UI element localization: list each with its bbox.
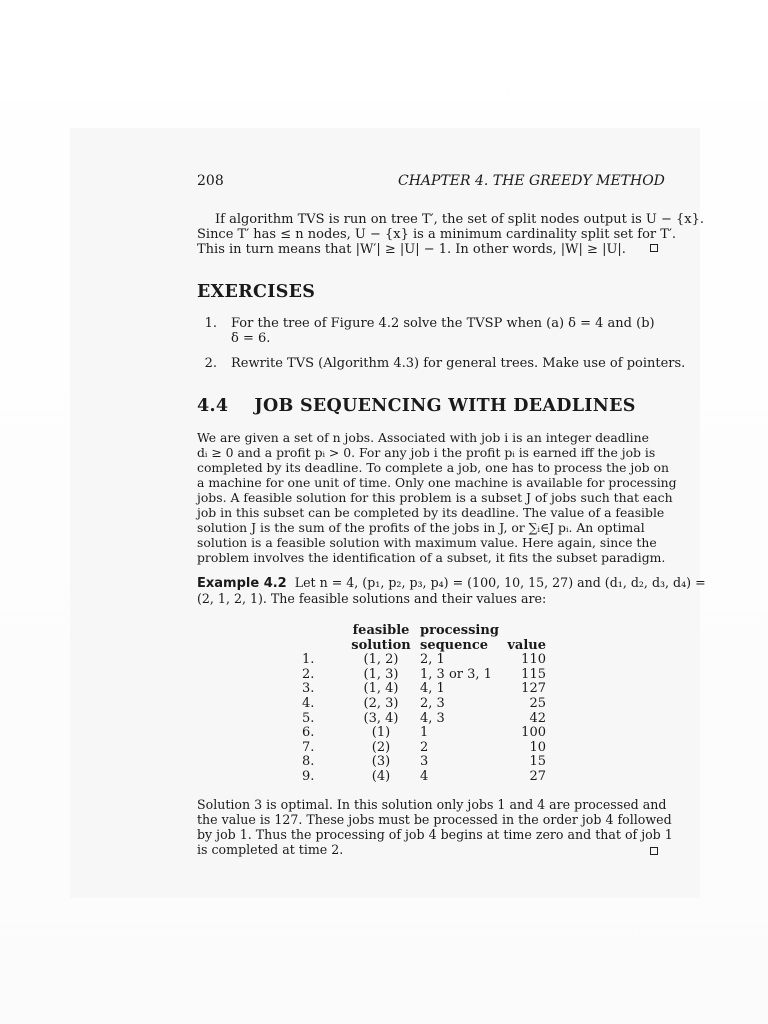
intro-paragraph: [197, 430, 677, 565]
qed-symbol: [650, 241, 658, 256]
row-index: 7.: [302, 739, 315, 755]
table-row: [302, 726, 546, 741]
processing-sequence: 2: [420, 739, 429, 755]
example-line: (2, 1, 2, 1). The feasible solutions and their values are:: [197, 591, 547, 606]
feasible-solution: (2): [371, 739, 391, 755]
table-header-row: [302, 639, 546, 654]
section-heading: [197, 396, 636, 416]
row-index: 8.: [302, 754, 315, 770]
processing-sequence: 1: [420, 725, 429, 741]
solution-value: 115: [521, 666, 546, 682]
intro-line: a machine for one unit of time. Only one machine is available for processing: [197, 475, 677, 490]
feasible-solution: (4): [371, 768, 391, 784]
intro-line: completed by its deadline. To complete a job, one has to process the job on: [197, 460, 669, 475]
section-number: 4.4: [197, 396, 229, 416]
table-header-row: [302, 624, 546, 639]
solution-value: 127: [521, 681, 546, 697]
intro-line: job in this subset can be completed by its deadline. The value of a feasible: [197, 505, 665, 520]
intro-line: solution is a feasible solution with maximum value. Here again, since the: [197, 535, 657, 550]
example-line: Let n = 4, (p₁, p₂, p₃, p₄) = (100, 10, 15, 27) and (d₁, d₂, d₃, d₄) =: [294, 575, 706, 590]
table-row: [302, 668, 546, 683]
exercise-item: [197, 356, 686, 371]
example-label: Example 4.2: [197, 576, 287, 591]
conclusion-paragraph: [197, 797, 673, 857]
table-row: [302, 770, 546, 785]
row-index: 3.: [302, 681, 315, 697]
row-index: 1.: [302, 652, 315, 668]
processing-sequence: 1, 3 or 3, 1: [420, 666, 492, 682]
processing-sequence: 4, 3: [420, 710, 445, 726]
section-title: JOB SEQUENCING WITH DEADLINES: [254, 396, 636, 416]
intro-line: dᵢ ≥ 0 and a profit pᵢ > 0. For any job i the profit pᵢ is earned iff the job is: [197, 445, 656, 460]
exercise-item: [197, 316, 663, 346]
qed-symbol: [650, 844, 658, 859]
example-paragraph: [197, 575, 706, 606]
processing-sequence: 4: [420, 768, 429, 784]
solution-value: 110: [521, 652, 546, 668]
intro-line: jobs. A feasible solution for this problem is a subset J of jobs such that each: [197, 490, 673, 505]
table-row: [302, 697, 546, 712]
table-row: [302, 712, 546, 727]
feasible-solution: (1, 2): [363, 652, 399, 668]
processing-sequence: 4, 1: [420, 681, 445, 697]
column-header: sequence: [420, 637, 489, 653]
proof-line: This in turn means that |W′| ≥ |U| − 1. In other words, |W| ≥ |U|.: [197, 242, 626, 257]
processing-sequence: 2, 3: [420, 695, 445, 711]
solution-value: 10: [529, 739, 546, 755]
exercise-text: For the tree of Figure 4.2 solve the TVSP when (a) δ = 4 and (b): [231, 316, 655, 331]
column-header: feasible: [352, 623, 410, 638]
exercises-heading: EXERCISES: [197, 282, 316, 302]
proof-line: Since T′ has ≤ n nodes, U − {x} is a minimum cardinality split set for T′.: [197, 227, 677, 242]
exercise-number: 1.: [204, 316, 217, 331]
feasible-solution: (1, 3): [363, 666, 399, 682]
solution-value: 100: [521, 725, 546, 741]
proof-paragraph: [197, 212, 705, 257]
column-header: processing: [420, 623, 499, 638]
solution-value: 25: [529, 695, 546, 711]
column-header: solution: [351, 637, 411, 653]
feasible-solution: (1, 4): [363, 681, 399, 697]
table-row: [302, 682, 546, 697]
processing-sequence: 3: [420, 754, 429, 770]
conclusion-line: is completed at time 2.: [197, 842, 344, 857]
solution-value: 42: [529, 710, 546, 726]
proof-line: If algorithm TVS is run on tree T′, the set of split nodes output is U − {x}.: [215, 212, 705, 227]
running-head: CHAPTER 4. THE GREEDY METHOD: [398, 173, 665, 189]
feasible-solution: (3, 4): [363, 710, 399, 726]
solution-value: 15: [529, 754, 546, 770]
intro-line: We are given a set of n jobs. Associated with job i is an integer deadline: [197, 430, 649, 445]
row-index: 4.: [302, 695, 315, 711]
conclusion-line: by job 1. Thus the processing of job 4 begins at time zero and that of job 1: [197, 827, 673, 842]
table-row: [302, 755, 546, 770]
feasible-solution: (3): [371, 754, 391, 770]
page-number: 208: [197, 173, 224, 189]
exercise-text: δ = 6.: [231, 331, 271, 346]
solution-value: 27: [529, 768, 546, 784]
conclusion-line: the value is 127. These jobs must be processed in the order job 4 followed: [197, 812, 672, 827]
table-row: [302, 653, 546, 668]
conclusion-line: Solution 3 is optimal. In this solution only jobs 1 and 4 are processed and: [197, 797, 667, 812]
solutions-table: [302, 624, 546, 785]
processing-sequence: 2, 1: [420, 652, 445, 668]
feasible-solution: (2, 3): [363, 695, 399, 711]
exercise-number: 2.: [204, 356, 217, 371]
row-index: 5.: [302, 710, 315, 726]
row-index: 9.: [302, 768, 315, 784]
row-index: 6.: [302, 725, 315, 741]
intro-line: solution J is the sum of the profits of the jobs in J, or ∑ᵢ∈J pᵢ. An optimal: [197, 520, 645, 535]
feasible-solution: (1): [371, 725, 391, 741]
row-index: 2.: [302, 666, 315, 682]
exercise-text: Rewrite TVS (Algorithm 4.3) for general trees. Make use of pointers.: [231, 356, 686, 371]
intro-line: problem involves the identification of a subset, it fits the subset paradigm.: [197, 550, 666, 565]
column-header: value: [507, 637, 546, 653]
table-row: [302, 741, 546, 756]
